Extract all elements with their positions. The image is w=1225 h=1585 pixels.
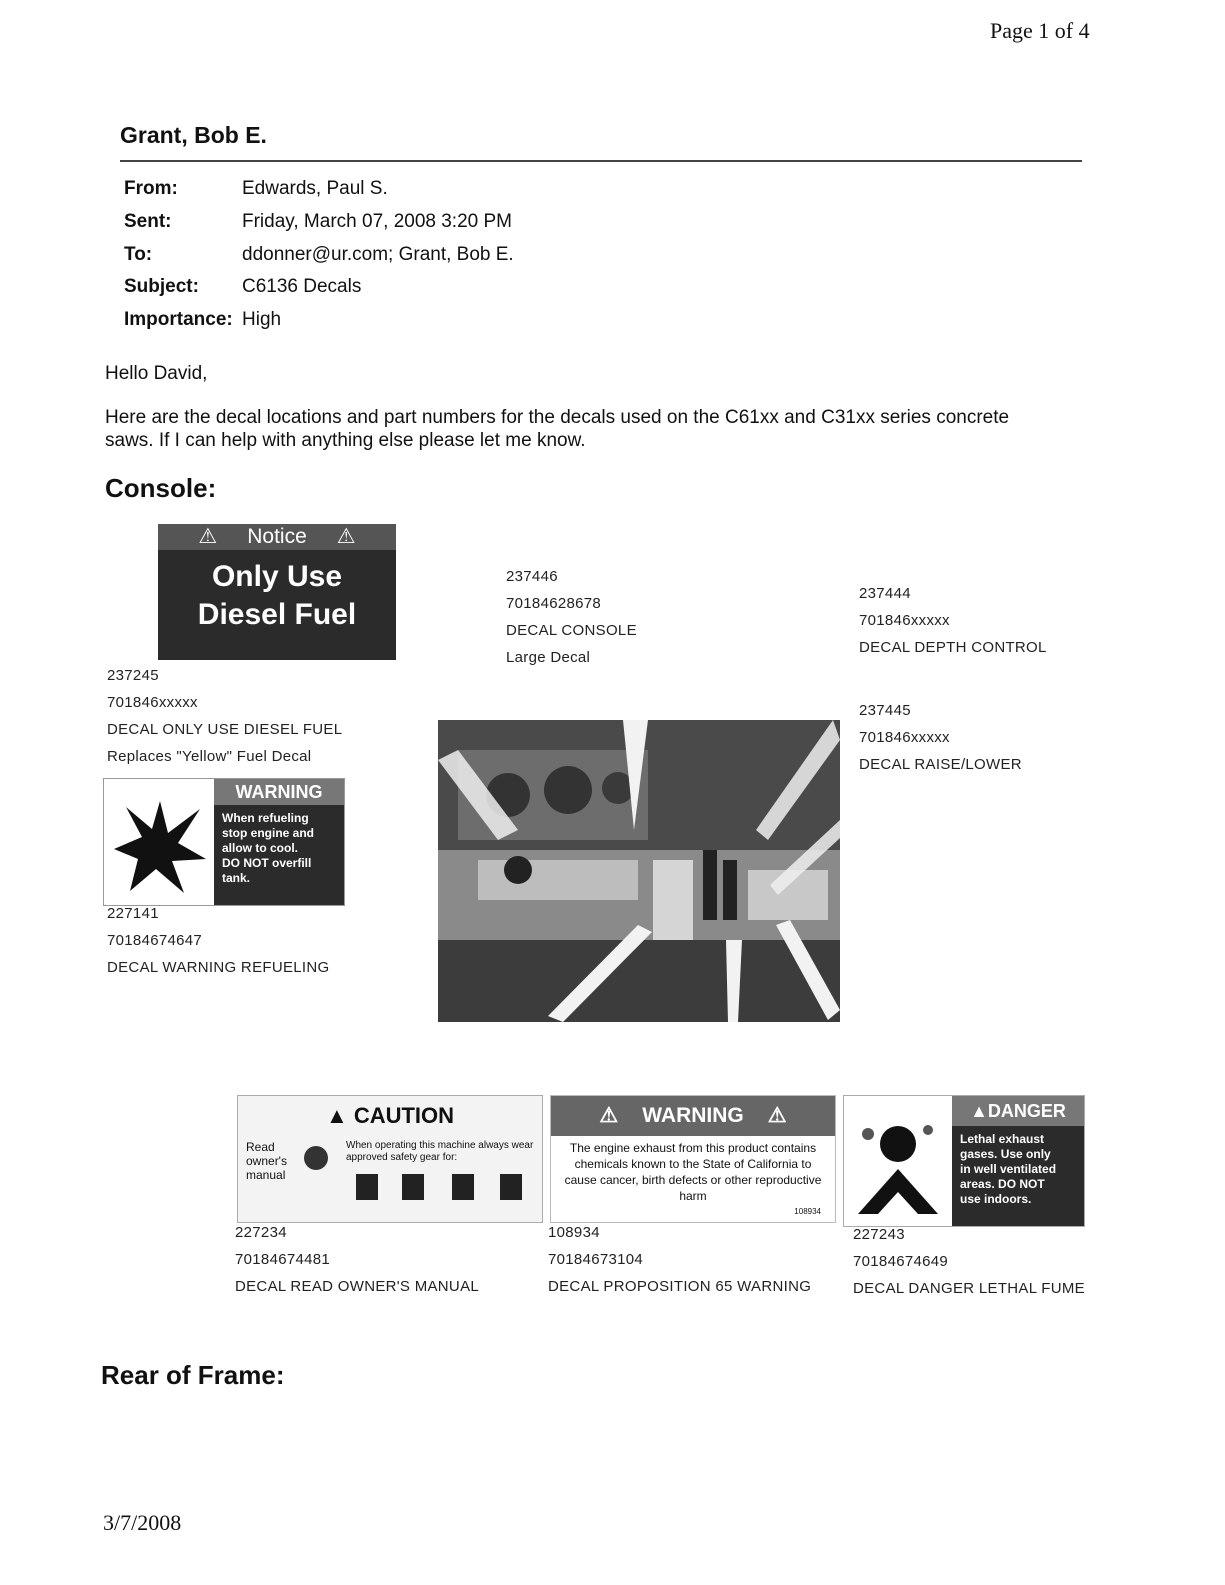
subject-value: C6136 Decals (242, 276, 362, 297)
danger-fumes-decal (843, 1095, 1085, 1227)
decal-description: DECAL READ OWNER'S MANUAL (235, 1278, 480, 1295)
section-rear-heading: Rear of Frame: (101, 1360, 285, 1390)
refuel-line: When refueling (222, 811, 309, 825)
prop65-text: The engine exhaust from this product contains chemicals known to the State of California to cause cancer, birth defects or other reproductive harm (564, 1141, 822, 1203)
warning-triangle-icon: ⚠ (336, 525, 356, 548)
to-label: To: (124, 244, 153, 265)
from-label: From: (124, 178, 178, 199)
notice-header: Notice (247, 525, 307, 548)
warning-triangle-icon: ⚠ (198, 525, 218, 548)
header-divider (120, 160, 1082, 162)
prop65-warning-decal (550, 1095, 836, 1223)
refuel-line: stop engine and (222, 826, 315, 840)
read-manual-decal (237, 1095, 543, 1223)
decal-part-number: 70184674481 (235, 1251, 331, 1268)
warning-small-header: WARNING (214, 779, 344, 805)
sent-label: Sent: (124, 211, 172, 232)
fumes-person-icon (848, 1114, 948, 1214)
hearing-protection-icon (356, 1174, 378, 1200)
danger-line: gases. Use only (960, 1147, 1051, 1161)
decal-description: DECAL CONSOLE (506, 622, 637, 639)
page-number: Page 1 of 4 (990, 18, 1090, 43)
decal-part-number: 70184674647 (107, 932, 203, 949)
decal-description: DECAL PROPOSITION 65 WARNING (548, 1278, 812, 1295)
warning-triangle-icon: ⚠ (767, 1104, 787, 1127)
book-icon (304, 1146, 328, 1170)
prop65-decal-caption (548, 1219, 811, 1300)
danger-line: in well ventilated (960, 1162, 1057, 1176)
refuel-line: DO NOT overfill (222, 856, 312, 870)
decal-description: DECAL RAISE/LOWER (859, 756, 1022, 773)
raise-decal-caption (859, 697, 1022, 778)
refuel-decal-caption (107, 900, 329, 981)
body-paragraph-line2: saws. If I can help with anything else please let me know. (105, 430, 586, 451)
console-decal-caption (506, 563, 637, 671)
caution-read-text: Read owner's manual (246, 1140, 287, 1182)
footer-date: 3/7/2008 (103, 1510, 182, 1535)
decal-part-number: 701846xxxxx (859, 729, 950, 746)
decal-part-number: 701846xxxxx (859, 612, 950, 629)
to-value: ddonner@ur.com; Grant, Bob E. (242, 244, 514, 265)
decal-number: 237445 (859, 702, 911, 719)
danger-line: Lethal exhaust (960, 1132, 1045, 1146)
refuel-line: tank. (222, 871, 251, 885)
refuel-line: allow to cool. (222, 841, 299, 855)
warning-triangle-icon: ▲ (325, 1103, 354, 1128)
decal-note: Large Decal (506, 649, 591, 666)
warning-big-header: WARNING (642, 1104, 744, 1127)
warning-triangle-icon: ▲ (970, 1101, 988, 1121)
eye-protection-icon (402, 1174, 424, 1200)
decal-part-number: 70184673104 (548, 1251, 644, 1268)
from-value: Edwards, Paul S. (242, 178, 388, 199)
decal-note: Replaces "Yellow" Fuel Decal (107, 748, 312, 765)
section-console-heading: Console: (105, 473, 217, 503)
decal-part-number: 701846xxxxx (107, 694, 198, 711)
console-photo (438, 720, 840, 1022)
greeting: Hello David, (105, 363, 208, 384)
sender-heading: Grant, Bob E. (120, 122, 267, 148)
decal-description: DECAL WARNING REFUELING (107, 959, 330, 976)
notice-line2: Diesel Fuel (197, 598, 357, 631)
decal-part-number: 70184628678 (506, 595, 602, 612)
caution-header: CAUTION (353, 1103, 455, 1128)
diesel-fuel-decal (158, 524, 396, 660)
refueling-warning-decal (103, 778, 345, 906)
danger-header: DANGER (987, 1101, 1066, 1121)
importance-label: Importance: (124, 309, 233, 330)
head-protection-icon (500, 1174, 522, 1200)
console-photo-illustration (438, 720, 840, 1022)
decal-part-number: 70184674649 (853, 1253, 949, 1270)
importance-value: High (242, 309, 282, 330)
decal-description: DECAL ONLY USE DIESEL FUEL (107, 721, 343, 738)
prop65-code: 108934 (794, 1207, 821, 1216)
decal-number: 237245 (107, 667, 159, 684)
subject-label: Subject: (124, 276, 199, 297)
decal-number: 237444 (859, 585, 911, 602)
caution-wear-text: When operating this machine always wear approved safety gear for: (346, 1140, 534, 1163)
decal-number: 227234 (235, 1224, 287, 1241)
decal-number: 237446 (506, 568, 558, 585)
danger-line: use indoors. (960, 1192, 1032, 1206)
decal-number: 227243 (853, 1226, 905, 1243)
depth-decal-caption (859, 580, 1047, 661)
body-paragraph-line1: Here are the decal locations and part numbers for the decals used on the C61xx and C31xx series concrete (105, 407, 1010, 428)
sent-value: Friday, March 07, 2008 3:20 PM (242, 211, 512, 232)
fuel-decal-caption (107, 662, 342, 770)
decal-number: 108934 (548, 1224, 600, 1241)
decal-description: DECAL DEPTH CONTROL (859, 639, 1047, 656)
warning-triangle-icon: ⚠ (599, 1104, 619, 1127)
foot-protection-icon (452, 1174, 474, 1200)
danger-decal-caption (853, 1221, 1220, 1302)
decal-number: 227141 (107, 905, 159, 922)
decal-description: DECAL DANGER LETHAL FUME (853, 1280, 1085, 1297)
manual-decal-caption (235, 1219, 479, 1300)
explosion-icon (112, 799, 208, 895)
danger-line: areas. DO NOT (960, 1177, 1045, 1191)
notice-line1: Only Use (211, 560, 343, 593)
